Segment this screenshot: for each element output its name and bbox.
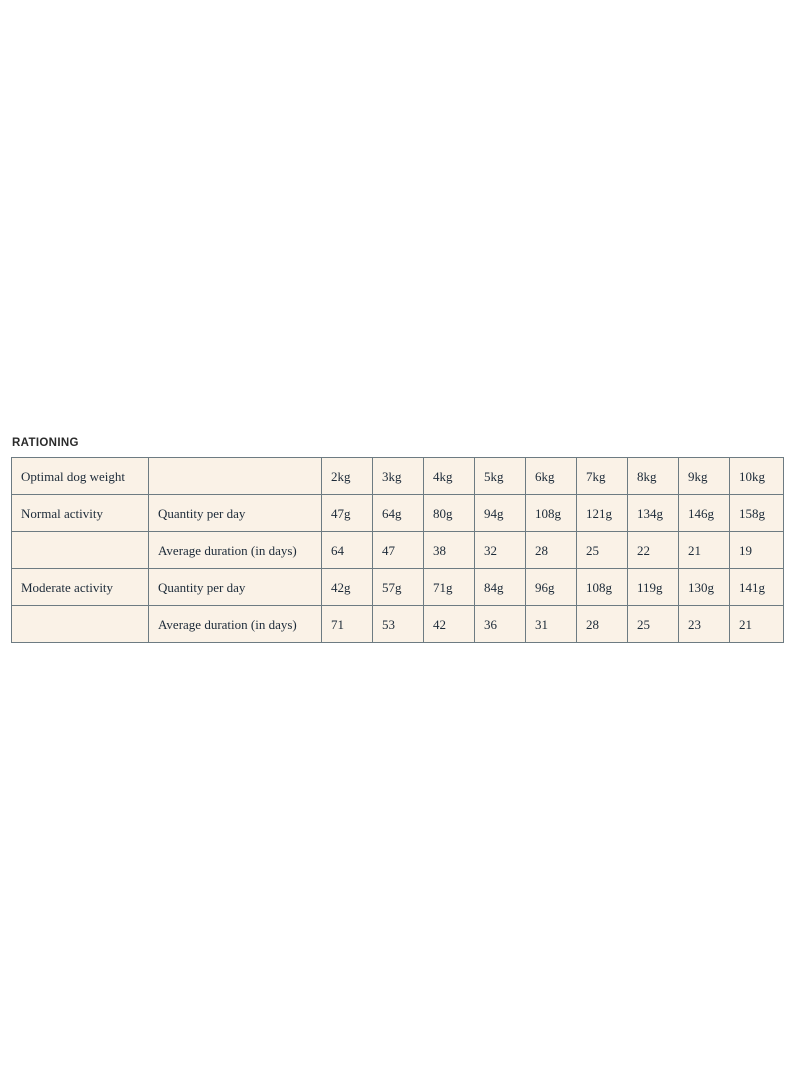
value-normal-duration-6kg: 28 — [526, 532, 577, 569]
value-normal-duration-9kg: 21 — [679, 532, 730, 569]
value-normal-quantity-8kg: 134g — [628, 495, 679, 532]
value-moderate-duration-5kg: 36 — [475, 606, 526, 643]
value-moderate-quantity-9kg: 130g — [679, 569, 730, 606]
row-header-empty-normal-duration — [12, 532, 149, 569]
value-normal-quantity-2kg: 47g — [322, 495, 373, 532]
value-moderate-quantity-8kg: 119g — [628, 569, 679, 606]
row-metric-empty — [149, 458, 322, 495]
value-moderate-quantity-7kg: 108g — [577, 569, 628, 606]
value-normal-duration-4kg: 38 — [424, 532, 475, 569]
value-normal-duration-10kg: 19 — [730, 532, 784, 569]
row-metric-quantity-normal: Quantity per day — [149, 495, 322, 532]
value-normal-duration-8kg: 22 — [628, 532, 679, 569]
row-header-optimal-weight: Optimal dog weight — [12, 458, 149, 495]
row-metric-quantity-moderate: Quantity per day — [149, 569, 322, 606]
row-header-moderate-activity: Moderate activity — [12, 569, 149, 606]
row-metric-duration-moderate: Average duration (in days) — [149, 606, 322, 643]
value-normal-duration-7kg: 25 — [577, 532, 628, 569]
value-normal-quantity-4kg: 80g — [424, 495, 475, 532]
value-moderate-duration-10kg: 21 — [730, 606, 784, 643]
rationing-table — [11, 457, 784, 643]
value-moderate-duration-4kg: 42 — [424, 606, 475, 643]
value-moderate-duration-8kg: 25 — [628, 606, 679, 643]
weight-header-3kg: 3kg — [373, 458, 424, 495]
value-moderate-quantity-5kg: 84g — [475, 569, 526, 606]
value-moderate-quantity-10kg: 141g — [730, 569, 784, 606]
value-normal-duration-3kg: 47 — [373, 532, 424, 569]
row-metric-duration-normal: Average duration (in days) — [149, 532, 322, 569]
value-normal-duration-2kg: 64 — [322, 532, 373, 569]
value-normal-quantity-5kg: 94g — [475, 495, 526, 532]
weight-header-7kg: 7kg — [577, 458, 628, 495]
value-moderate-duration-9kg: 23 — [679, 606, 730, 643]
table-row — [12, 495, 784, 532]
value-moderate-duration-7kg: 28 — [577, 606, 628, 643]
weight-header-5kg: 5kg — [475, 458, 526, 495]
value-moderate-duration-6kg: 31 — [526, 606, 577, 643]
value-moderate-quantity-3kg: 57g — [373, 569, 424, 606]
value-moderate-quantity-4kg: 71g — [424, 569, 475, 606]
table-row — [12, 532, 784, 569]
value-moderate-quantity-6kg: 96g — [526, 569, 577, 606]
weight-header-10kg: 10kg — [730, 458, 784, 495]
table-row — [12, 569, 784, 606]
weight-header-2kg: 2kg — [322, 458, 373, 495]
value-normal-duration-5kg: 32 — [475, 532, 526, 569]
weight-header-6kg: 6kg — [526, 458, 577, 495]
page-title: RATIONING — [12, 437, 79, 449]
value-normal-quantity-9kg: 146g — [679, 495, 730, 532]
rationing-section — [11, 436, 783, 643]
value-moderate-duration-3kg: 53 — [373, 606, 424, 643]
weight-header-4kg: 4kg — [424, 458, 475, 495]
value-moderate-duration-2kg: 71 — [322, 606, 373, 643]
row-header-empty-moderate-duration — [12, 606, 149, 643]
table-row — [12, 606, 784, 643]
weight-header-8kg: 8kg — [628, 458, 679, 495]
value-normal-quantity-10kg: 158g — [730, 495, 784, 532]
value-normal-quantity-7kg: 121g — [577, 495, 628, 532]
value-moderate-quantity-2kg: 42g — [322, 569, 373, 606]
weight-header-9kg: 9kg — [679, 458, 730, 495]
row-header-normal-activity: Normal activity — [12, 495, 149, 532]
value-normal-quantity-3kg: 64g — [373, 495, 424, 532]
table-row — [12, 458, 784, 495]
value-normal-quantity-6kg: 108g — [526, 495, 577, 532]
